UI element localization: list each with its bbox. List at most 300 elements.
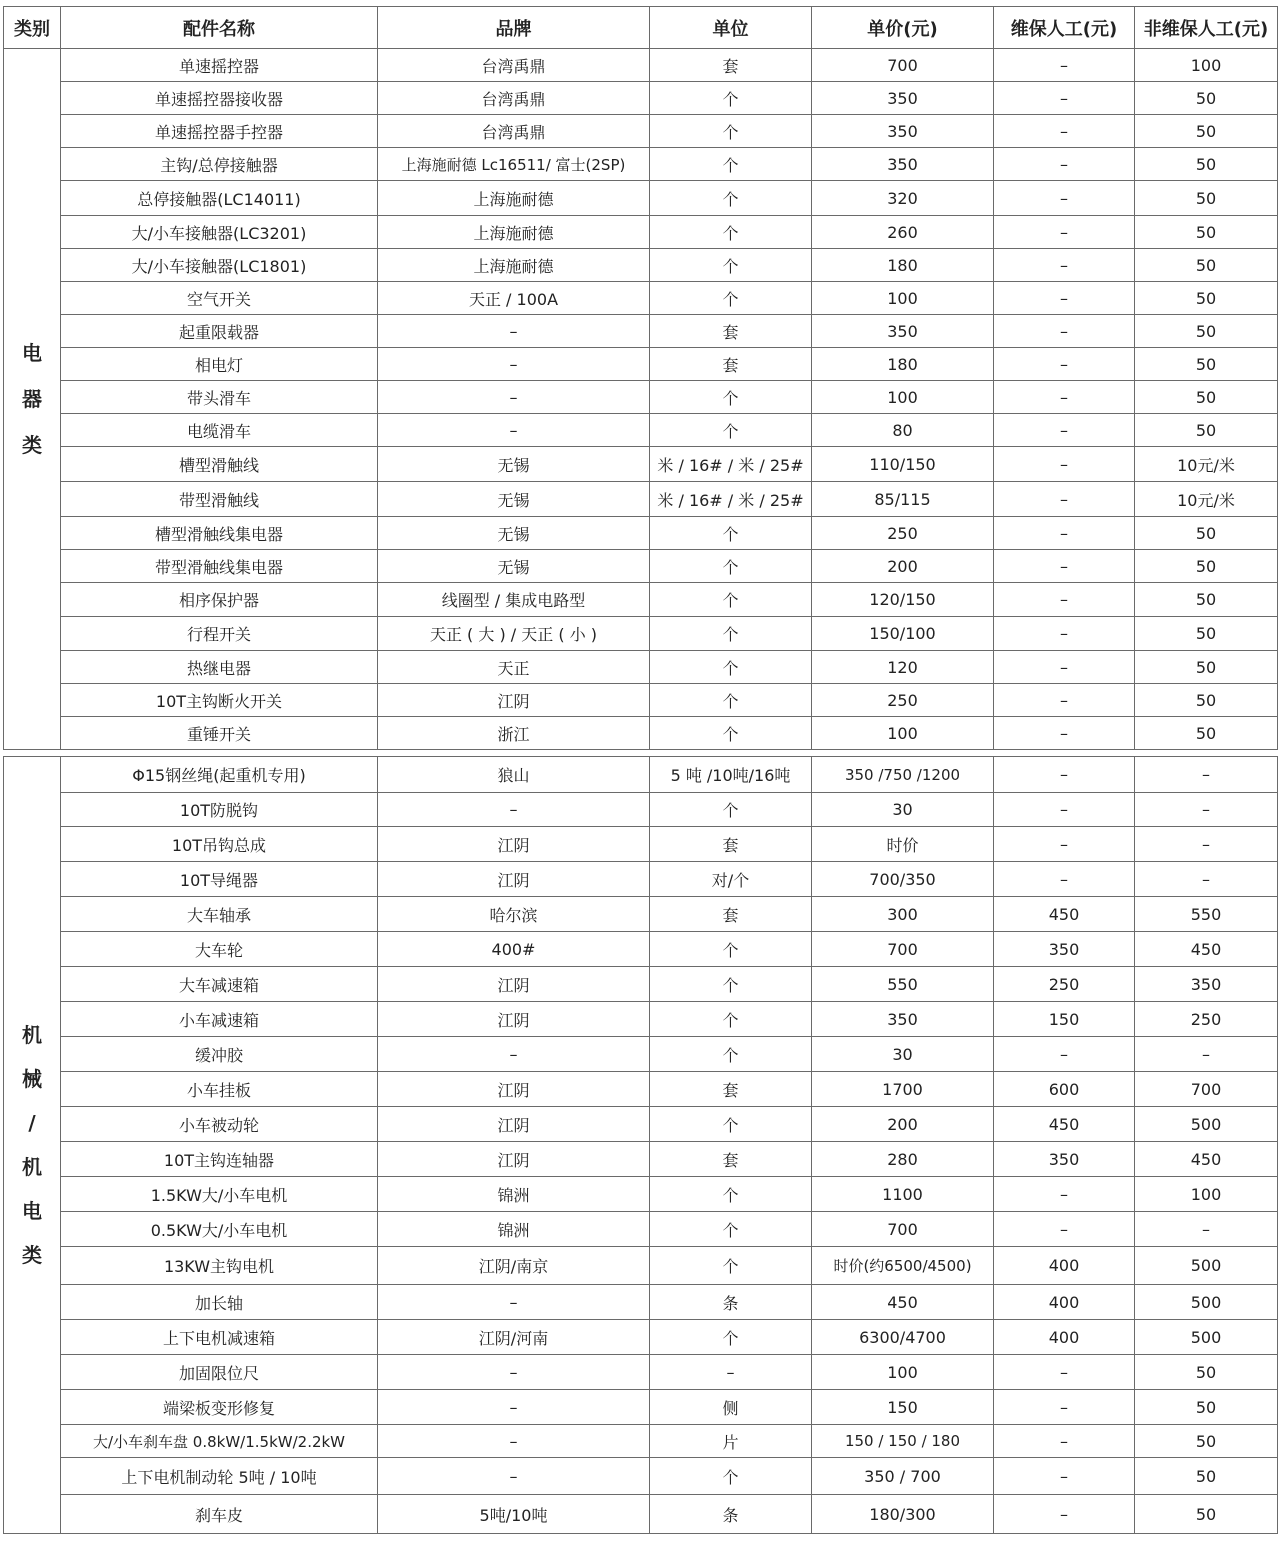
header-maintenance-labor: 维保人工(元) — [994, 7, 1135, 49]
brand-cell: – — [378, 1037, 650, 1072]
unit-price-cell: 100 — [812, 1355, 994, 1390]
non-maintenance-labor-cell: 50 — [1135, 381, 1278, 414]
maintenance-labor-cell: 350 — [994, 1142, 1135, 1177]
part-name-cell: 加长轴 — [61, 1285, 378, 1320]
maintenance-labor-cell: – — [994, 1355, 1135, 1390]
non-maintenance-labor-cell: 500 — [1135, 1285, 1278, 1320]
brand-cell: 锦洲 — [378, 1177, 650, 1212]
unit-price-cell: 30 — [812, 793, 994, 827]
unit-price-cell: 120 — [812, 651, 994, 684]
category-char: 机 — [22, 1023, 42, 1047]
part-name-cell: 大/小车接触器(LC3201) — [61, 216, 378, 249]
brand-cell: – — [378, 315, 650, 348]
part-name-cell: 10T吊钩总成 — [61, 827, 378, 862]
unit-cell: 个 — [650, 148, 812, 181]
non-maintenance-labor-cell: 50 — [1135, 617, 1278, 651]
maintenance-labor-cell: – — [994, 1212, 1135, 1247]
maintenance-labor-cell: – — [994, 862, 1135, 897]
table-row — [4, 862, 1278, 897]
maintenance-labor-cell: – — [994, 148, 1135, 181]
part-name-cell: 相序保护器 — [61, 583, 378, 617]
table-row — [4, 757, 1278, 793]
part-name-cell: 端梁板变形修复 — [61, 1390, 378, 1425]
unit-price-cell: 180 — [812, 249, 994, 282]
category-char: 机 — [22, 1155, 42, 1179]
brand-cell: – — [378, 381, 650, 414]
maintenance-labor-cell: – — [994, 216, 1135, 249]
maintenance-labor-cell: – — [994, 414, 1135, 447]
unit-price-cell: 时价(约6500/4500) — [812, 1247, 994, 1285]
table-row — [4, 684, 1278, 717]
table-row — [4, 517, 1278, 550]
brand-cell: 上海施耐德 — [378, 181, 650, 216]
non-maintenance-labor-cell: 10元/米 — [1135, 447, 1278, 482]
table-row — [4, 115, 1278, 148]
unit-cell: 套 — [650, 1142, 812, 1177]
table-row — [4, 793, 1278, 827]
brand-cell: 江阴 — [378, 1142, 650, 1177]
table-row — [4, 1247, 1278, 1285]
part-name-cell: 槽型滑触线 — [61, 447, 378, 482]
unit-cell: 个 — [650, 414, 812, 447]
unit-cell: 个 — [650, 1037, 812, 1072]
part-name-cell: 起重限载器 — [61, 315, 378, 348]
non-maintenance-labor-cell: – — [1135, 1037, 1278, 1072]
table-row — [4, 414, 1278, 447]
table-row — [4, 1072, 1278, 1107]
maintenance-labor-cell: – — [994, 381, 1135, 414]
non-maintenance-labor-cell: 500 — [1135, 1247, 1278, 1285]
brand-cell: 台湾禹鼎 — [378, 82, 650, 115]
brand-cell: 锦洲 — [378, 1212, 650, 1247]
unit-cell: 个 — [650, 82, 812, 115]
brand-cell: 线圈型 / 集成电路型 — [378, 583, 650, 617]
maintenance-labor-cell: – — [994, 348, 1135, 381]
non-maintenance-labor-cell: 550 — [1135, 897, 1278, 932]
table-row — [4, 148, 1278, 181]
maintenance-labor-cell: – — [994, 827, 1135, 862]
header-non-maintenance-labor: 非维保人工(元) — [1135, 7, 1278, 49]
unit-price-cell: 300 — [812, 897, 994, 932]
part-name-cell: 小车被动轮 — [61, 1107, 378, 1142]
brand-cell: 台湾禹鼎 — [378, 49, 650, 82]
maintenance-labor-cell: – — [994, 1177, 1135, 1212]
unit-price-cell: 700 — [812, 1212, 994, 1247]
unit-price-cell: 320 — [812, 181, 994, 216]
part-name-cell: 加固限位尺 — [61, 1355, 378, 1390]
brand-cell: 无锡 — [378, 447, 650, 482]
category-char: / — [28, 1111, 36, 1135]
part-name-cell: 大/小车接触器(LC1801) — [61, 249, 378, 282]
part-name-cell: 大车减速箱 — [61, 967, 378, 1002]
non-maintenance-labor-cell: – — [1135, 793, 1278, 827]
maintenance-labor-cell: – — [994, 447, 1135, 482]
table-row — [4, 216, 1278, 249]
non-maintenance-labor-cell: 50 — [1135, 1390, 1278, 1425]
brand-cell: 江阴 — [378, 862, 650, 897]
unit-cell: 条 — [650, 1285, 812, 1320]
table-row — [4, 482, 1278, 517]
header-category: 类别 — [4, 7, 61, 49]
non-maintenance-labor-cell: 700 — [1135, 1072, 1278, 1107]
unit-price-cell: 250 — [812, 684, 994, 717]
category-char: 类 — [22, 433, 42, 457]
unit-cell: 个 — [650, 1107, 812, 1142]
unit-price-cell: 6300/4700 — [812, 1320, 994, 1355]
unit-cell: 侧 — [650, 1390, 812, 1425]
non-maintenance-labor-cell: 100 — [1135, 1177, 1278, 1212]
part-name-cell: 小车减速箱 — [61, 1002, 378, 1037]
brand-cell: – — [378, 348, 650, 381]
category-cell — [4, 49, 61, 750]
table-row — [4, 1285, 1278, 1320]
brand-cell: 江阴 — [378, 1002, 650, 1037]
maintenance-labor-cell: – — [994, 517, 1135, 550]
non-maintenance-labor-cell: 50 — [1135, 282, 1278, 315]
brand-cell: – — [378, 414, 650, 447]
maintenance-labor-cell: – — [994, 1458, 1135, 1495]
part-name-cell: 刹车皮 — [61, 1495, 378, 1534]
maintenance-labor-cell: – — [994, 550, 1135, 583]
maintenance-labor-cell: 450 — [994, 1107, 1135, 1142]
brand-cell: – — [378, 1285, 650, 1320]
part-name-cell: 槽型滑触线集电器 — [61, 517, 378, 550]
brand-cell: – — [378, 1458, 650, 1495]
header-unit-price: 单价(元) — [812, 7, 994, 49]
unit-cell: 个 — [650, 1320, 812, 1355]
unit-price-cell: 150 — [812, 1390, 994, 1425]
part-name-cell: 10T导绳器 — [61, 862, 378, 897]
unit-price-cell: 200 — [812, 1107, 994, 1142]
table-row — [4, 1142, 1278, 1177]
non-maintenance-labor-cell: 500 — [1135, 1107, 1278, 1142]
unit-cell: 个 — [650, 181, 812, 216]
non-maintenance-labor-cell: 500 — [1135, 1320, 1278, 1355]
non-maintenance-labor-cell: 50 — [1135, 717, 1278, 750]
brand-cell: 江阴 — [378, 1072, 650, 1107]
maintenance-labor-cell: – — [994, 583, 1135, 617]
table-row — [4, 181, 1278, 216]
unit-cell: 套 — [650, 1072, 812, 1107]
part-name-cell: 电缆滑车 — [61, 414, 378, 447]
unit-price-cell: 1700 — [812, 1072, 994, 1107]
non-maintenance-labor-cell: 250 — [1135, 1002, 1278, 1037]
unit-cell: 个 — [650, 1458, 812, 1495]
brand-cell: 无锡 — [378, 482, 650, 517]
table-row — [4, 617, 1278, 651]
brand-cell: 江阴 — [378, 1107, 650, 1142]
non-maintenance-labor-cell: 50 — [1135, 82, 1278, 115]
non-maintenance-labor-cell: 50 — [1135, 181, 1278, 216]
part-name-cell: 空气开关 — [61, 282, 378, 315]
unit-price-cell: 550 — [812, 967, 994, 1002]
part-name-cell: 主钩/总停接触器 — [61, 148, 378, 181]
non-maintenance-labor-cell: 50 — [1135, 583, 1278, 617]
maintenance-labor-cell: 150 — [994, 1002, 1135, 1037]
unit-cell: 套 — [650, 897, 812, 932]
unit-cell: – — [650, 1355, 812, 1390]
brand-cell: 无锡 — [378, 550, 650, 583]
unit-price-cell: 1100 — [812, 1177, 994, 1212]
maintenance-labor-cell: – — [994, 757, 1135, 793]
unit-price-cell: 100 — [812, 282, 994, 315]
unit-price-cell: 250 — [812, 517, 994, 550]
unit-cell: 个 — [650, 684, 812, 717]
unit-price-cell: 150/100 — [812, 617, 994, 651]
table-row — [4, 282, 1278, 315]
unit-cell: 个 — [650, 617, 812, 651]
maintenance-labor-cell: – — [994, 249, 1135, 282]
brand-cell: 上海施耐德 Lc16511/ 富士(2SP) — [378, 148, 650, 181]
unit-cell: 个 — [650, 967, 812, 1002]
part-name-cell: 大/小车刹车盘 0.8kW/1.5kW/2.2kW — [61, 1425, 378, 1458]
non-maintenance-labor-cell: 50 — [1135, 348, 1278, 381]
unit-price-cell: 350 /750 /1200 — [812, 757, 994, 793]
non-maintenance-labor-cell: 50 — [1135, 315, 1278, 348]
unit-cell: 条 — [650, 1495, 812, 1534]
non-maintenance-labor-cell: 350 — [1135, 967, 1278, 1002]
maintenance-labor-cell: – — [994, 793, 1135, 827]
brand-cell: 400# — [378, 932, 650, 967]
category-char: 类 — [22, 1243, 42, 1267]
unit-price-cell: 30 — [812, 1037, 994, 1072]
maintenance-labor-cell: 450 — [994, 897, 1135, 932]
unit-cell: 米 / 16# / 米 / 25# — [650, 482, 812, 517]
unit-price-cell: 700 — [812, 932, 994, 967]
maintenance-labor-cell: – — [994, 82, 1135, 115]
unit-cell: 个 — [650, 717, 812, 750]
part-name-cell: 大车轮 — [61, 932, 378, 967]
unit-cell: 个 — [650, 1212, 812, 1247]
brand-cell: 5吨/10吨 — [378, 1495, 650, 1534]
brand-cell: 狼山 — [378, 757, 650, 793]
non-maintenance-labor-cell: 10元/米 — [1135, 482, 1278, 517]
unit-cell: 片 — [650, 1425, 812, 1458]
non-maintenance-labor-cell: 50 — [1135, 249, 1278, 282]
table-row — [4, 897, 1278, 932]
unit-cell: 5 吨 /10吨/16吨 — [650, 757, 812, 793]
unit-cell: 套 — [650, 315, 812, 348]
part-name-cell: 1.5KW大/小车电机 — [61, 1177, 378, 1212]
table-row — [4, 1355, 1278, 1390]
part-name-cell: 单速摇控器 — [61, 49, 378, 82]
non-maintenance-labor-cell: 50 — [1135, 684, 1278, 717]
maintenance-labor-cell: – — [994, 115, 1135, 148]
maintenance-labor-cell: 400 — [994, 1285, 1135, 1320]
table-row — [4, 1177, 1278, 1212]
electrical-parts-table — [3, 6, 1278, 750]
unit-price-cell: 450 — [812, 1285, 994, 1320]
maintenance-labor-cell: 350 — [994, 932, 1135, 967]
unit-price-cell: 700/350 — [812, 862, 994, 897]
brand-cell: 天正 — [378, 651, 650, 684]
part-name-cell: 10T主钩连轴器 — [61, 1142, 378, 1177]
table-row — [4, 49, 1278, 82]
non-maintenance-labor-cell: 100 — [1135, 49, 1278, 82]
maintenance-labor-cell: – — [994, 282, 1135, 315]
category-cell — [4, 757, 61, 1534]
non-maintenance-labor-cell: 50 — [1135, 414, 1278, 447]
unit-cell: 个 — [650, 517, 812, 550]
table-row — [4, 717, 1278, 750]
unit-price-cell: 280 — [812, 1142, 994, 1177]
unit-cell: 个 — [650, 216, 812, 249]
non-maintenance-labor-cell: – — [1135, 757, 1278, 793]
table-row — [4, 315, 1278, 348]
part-name-cell: 10T主钩断火开关 — [61, 684, 378, 717]
unit-price-cell: 100 — [812, 381, 994, 414]
unit-cell: 个 — [650, 1177, 812, 1212]
unit-cell: 个 — [650, 1002, 812, 1037]
table-row — [4, 447, 1278, 482]
brand-cell: 浙江 — [378, 717, 650, 750]
table-row — [4, 651, 1278, 684]
table-row — [4, 381, 1278, 414]
brand-cell: – — [378, 1425, 650, 1458]
unit-price-cell: 120/150 — [812, 583, 994, 617]
maintenance-labor-cell: – — [994, 684, 1135, 717]
unit-price-cell: 80 — [812, 414, 994, 447]
brand-cell: 上海施耐德 — [378, 249, 650, 282]
brand-cell: 天正 / 100A — [378, 282, 650, 315]
non-maintenance-labor-cell: 50 — [1135, 550, 1278, 583]
header-row — [4, 7, 1278, 49]
part-name-cell: 带型滑触线 — [61, 482, 378, 517]
brand-cell: 上海施耐德 — [378, 216, 650, 249]
unit-price-cell: 100 — [812, 717, 994, 750]
part-name-cell: Φ15钢丝绳(起重机专用) — [61, 757, 378, 793]
unit-cell: 个 — [650, 1247, 812, 1285]
maintenance-labor-cell: 400 — [994, 1320, 1135, 1355]
brand-cell: 江阴/河南 — [378, 1320, 650, 1355]
unit-price-cell: 350 — [812, 315, 994, 348]
unit-price-cell: 350 — [812, 1002, 994, 1037]
unit-cell: 套 — [650, 827, 812, 862]
brand-cell: 台湾禹鼎 — [378, 115, 650, 148]
table-row — [4, 348, 1278, 381]
part-name-cell: 小车挂板 — [61, 1072, 378, 1107]
table-row — [4, 1425, 1278, 1458]
unit-price-cell: 180 — [812, 348, 994, 381]
category-char: 械 — [22, 1067, 42, 1091]
maintenance-labor-cell: – — [994, 181, 1135, 216]
brand-cell: 江阴 — [378, 827, 650, 862]
maintenance-labor-cell: – — [994, 315, 1135, 348]
table-row — [4, 550, 1278, 583]
non-maintenance-labor-cell: – — [1135, 827, 1278, 862]
part-name-cell: 缓冲胶 — [61, 1037, 378, 1072]
category-char: 电 — [22, 1199, 42, 1223]
unit-price-cell: 150 / 150 / 180 — [812, 1425, 994, 1458]
unit-price-cell: 350 / 700 — [812, 1458, 994, 1495]
category-char: 电 — [22, 341, 42, 365]
unit-price-cell: 180/300 — [812, 1495, 994, 1534]
part-name-cell: 单速摇控器手控器 — [61, 115, 378, 148]
unit-cell: 个 — [650, 282, 812, 315]
brand-cell: 江阴/南京 — [378, 1247, 650, 1285]
unit-price-cell: 时价 — [812, 827, 994, 862]
table-row — [4, 932, 1278, 967]
maintenance-labor-cell: – — [994, 49, 1135, 82]
header-part-name: 配件名称 — [61, 7, 378, 49]
part-name-cell: 总停接触器(LC14011) — [61, 181, 378, 216]
brand-cell: – — [378, 1390, 650, 1425]
unit-cell: 个 — [650, 793, 812, 827]
non-maintenance-labor-cell: 50 — [1135, 115, 1278, 148]
maintenance-labor-cell: 250 — [994, 967, 1135, 1002]
maintenance-labor-cell: – — [994, 482, 1135, 517]
brand-cell: – — [378, 1355, 650, 1390]
brand-cell: 哈尔滨 — [378, 897, 650, 932]
table-row — [4, 1390, 1278, 1425]
part-name-cell: 上下电机减速箱 — [61, 1320, 378, 1355]
table-row — [4, 827, 1278, 862]
non-maintenance-labor-cell: 50 — [1135, 1458, 1278, 1495]
non-maintenance-labor-cell: 50 — [1135, 148, 1278, 181]
table-row — [4, 249, 1278, 282]
brand-cell: – — [378, 793, 650, 827]
unit-cell: 个 — [650, 651, 812, 684]
unit-cell: 米 / 16# / 米 / 25# — [650, 447, 812, 482]
unit-cell: 套 — [650, 49, 812, 82]
table-row — [4, 1002, 1278, 1037]
unit-price-cell: 350 — [812, 82, 994, 115]
part-name-cell: 0.5KW大/小车电机 — [61, 1212, 378, 1247]
mechanical-parts-table — [3, 756, 1278, 1534]
maintenance-labor-cell: 600 — [994, 1072, 1135, 1107]
part-name-cell: 行程开关 — [61, 617, 378, 651]
table-row — [4, 1212, 1278, 1247]
non-maintenance-labor-cell: 50 — [1135, 651, 1278, 684]
unit-price-cell: 200 — [812, 550, 994, 583]
table-row — [4, 1458, 1278, 1495]
unit-cell: 个 — [650, 381, 812, 414]
non-maintenance-labor-cell: 450 — [1135, 1142, 1278, 1177]
unit-price-cell: 350 — [812, 115, 994, 148]
part-name-cell: 相电灯 — [61, 348, 378, 381]
category-char: 器 — [22, 387, 42, 411]
unit-cell: 个 — [650, 932, 812, 967]
non-maintenance-labor-cell: 50 — [1135, 517, 1278, 550]
table-row — [4, 1037, 1278, 1072]
unit-price-cell: 110/150 — [812, 447, 994, 482]
unit-cell: 对/个 — [650, 862, 812, 897]
unit-cell: 套 — [650, 348, 812, 381]
maintenance-labor-cell: – — [994, 1495, 1135, 1534]
brand-cell: 江阴 — [378, 684, 650, 717]
part-name-cell: 大车轴承 — [61, 897, 378, 932]
part-name-cell: 单速摇控器接收器 — [61, 82, 378, 115]
maintenance-labor-cell: – — [994, 1037, 1135, 1072]
header-brand: 品牌 — [378, 7, 650, 49]
table-row — [4, 1320, 1278, 1355]
unit-price-cell: 700 — [812, 49, 994, 82]
maintenance-labor-cell: – — [994, 1425, 1135, 1458]
header-unit: 单位 — [650, 7, 812, 49]
table-row — [4, 1107, 1278, 1142]
unit-price-cell: 260 — [812, 216, 994, 249]
unit-cell: 个 — [650, 550, 812, 583]
non-maintenance-labor-cell: 50 — [1135, 216, 1278, 249]
table-row — [4, 583, 1278, 617]
part-name-cell: 13KW主钩电机 — [61, 1247, 378, 1285]
part-name-cell: 热继电器 — [61, 651, 378, 684]
brand-cell: 无锡 — [378, 517, 650, 550]
maintenance-labor-cell: – — [994, 717, 1135, 750]
part-name-cell: 重锤开关 — [61, 717, 378, 750]
brand-cell: 天正 ( 大 ) / 天正 ( 小 ) — [378, 617, 650, 651]
non-maintenance-labor-cell: 450 — [1135, 932, 1278, 967]
